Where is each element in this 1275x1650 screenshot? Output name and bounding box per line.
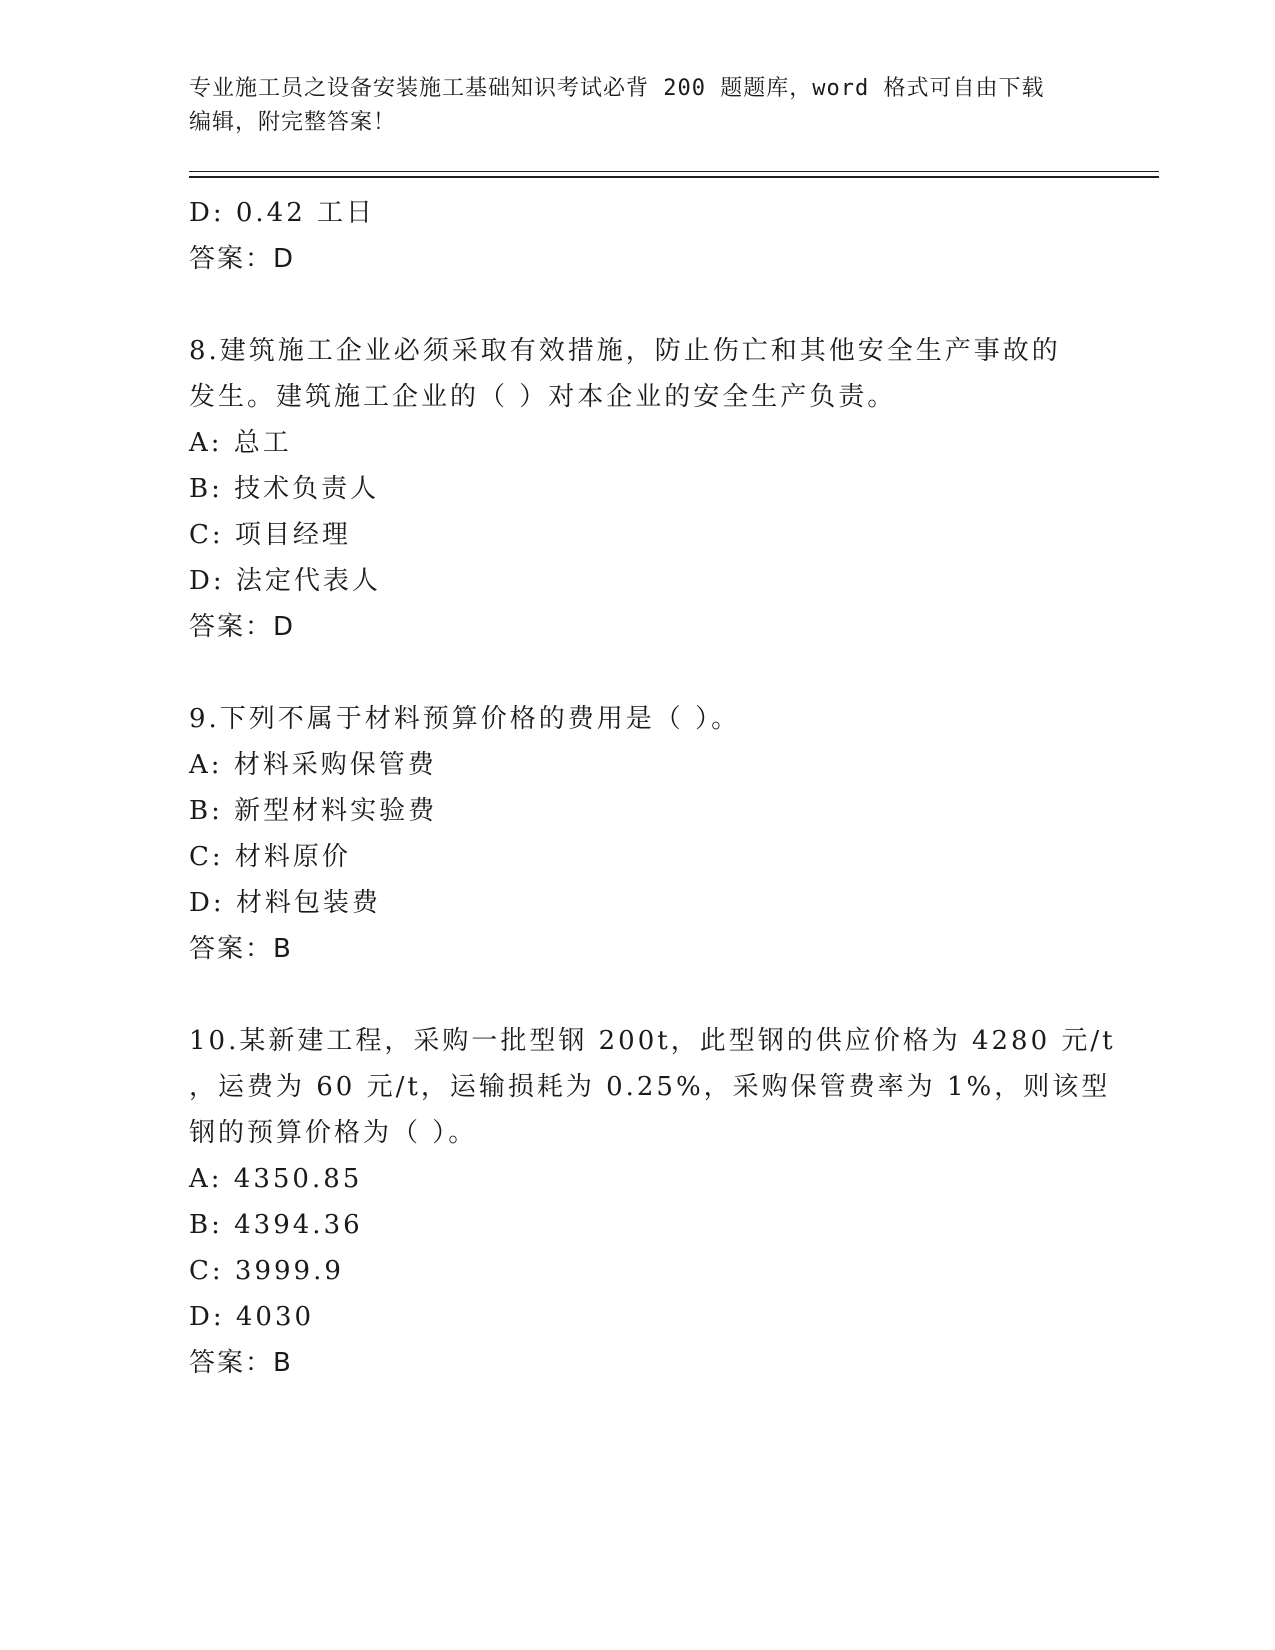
- option-c: C: 材料原价: [189, 842, 351, 872]
- question-stem-line: 钢的预算价格为（ ）。: [189, 1118, 478, 1148]
- question-stem-line: 8.建筑施工企业必须采取有效措施，防止伤亡和其他安全生产事故的: [189, 336, 1061, 366]
- question-stem-line: 发生。建筑施工企业的（ ）对本企业的安全生产负责。: [189, 382, 897, 412]
- option-d: D: 法定代表人: [189, 566, 381, 596]
- option-b: B: 技术负责人: [189, 474, 380, 504]
- question-10: [189, 1018, 1116, 1386]
- page-header: [189, 72, 1089, 140]
- option-d: D: 0.42 工日: [189, 198, 376, 228]
- option-c: C: 项目经理: [189, 520, 351, 550]
- question-content: [189, 190, 1116, 1386]
- question-9: [189, 696, 1089, 972]
- option-a: A: 总工: [189, 428, 292, 458]
- question-stem-line: 9.下列不属于材料预算价格的费用是（ ）。: [189, 704, 741, 734]
- option-d: D: 材料包装费: [189, 888, 381, 918]
- header-divider-thin: [189, 171, 1159, 172]
- header-divider-thick: [189, 176, 1159, 178]
- question-stem-line: 10.某新建工程，采购一批型钢 200t，此型钢的供应价格为 4280 元/t: [189, 1026, 1116, 1056]
- answer: 答案：D: [189, 244, 296, 274]
- answer: 答案：B: [189, 934, 293, 964]
- option-b: B: 4394.36: [189, 1210, 363, 1240]
- option-d: D: 4030: [189, 1302, 315, 1332]
- header-line-1: 专业施工员之设备安装施工基础知识考试必背 200 题题库，word 格式可自由下载: [189, 76, 1045, 101]
- question-stem-line: ，运费为 60 元/t，运输损耗为 0.25%，采购保管费率为 1%，则该型: [189, 1072, 1111, 1102]
- option-c: C: 3999.9: [189, 1256, 344, 1286]
- answer: 答案：D: [189, 612, 296, 642]
- option-b: B: 新型材料实验费: [189, 796, 438, 826]
- option-a: A: 4350.85: [189, 1164, 363, 1194]
- answer: 答案：B: [189, 1348, 293, 1378]
- spacer: [189, 972, 1089, 1018]
- spacer: [189, 650, 1089, 696]
- header-line-2: 编辑，附完整答案！: [189, 110, 397, 135]
- question-8: [189, 328, 1089, 650]
- option-a: A: 材料采购保管费: [189, 750, 437, 780]
- spacer: [189, 282, 1089, 328]
